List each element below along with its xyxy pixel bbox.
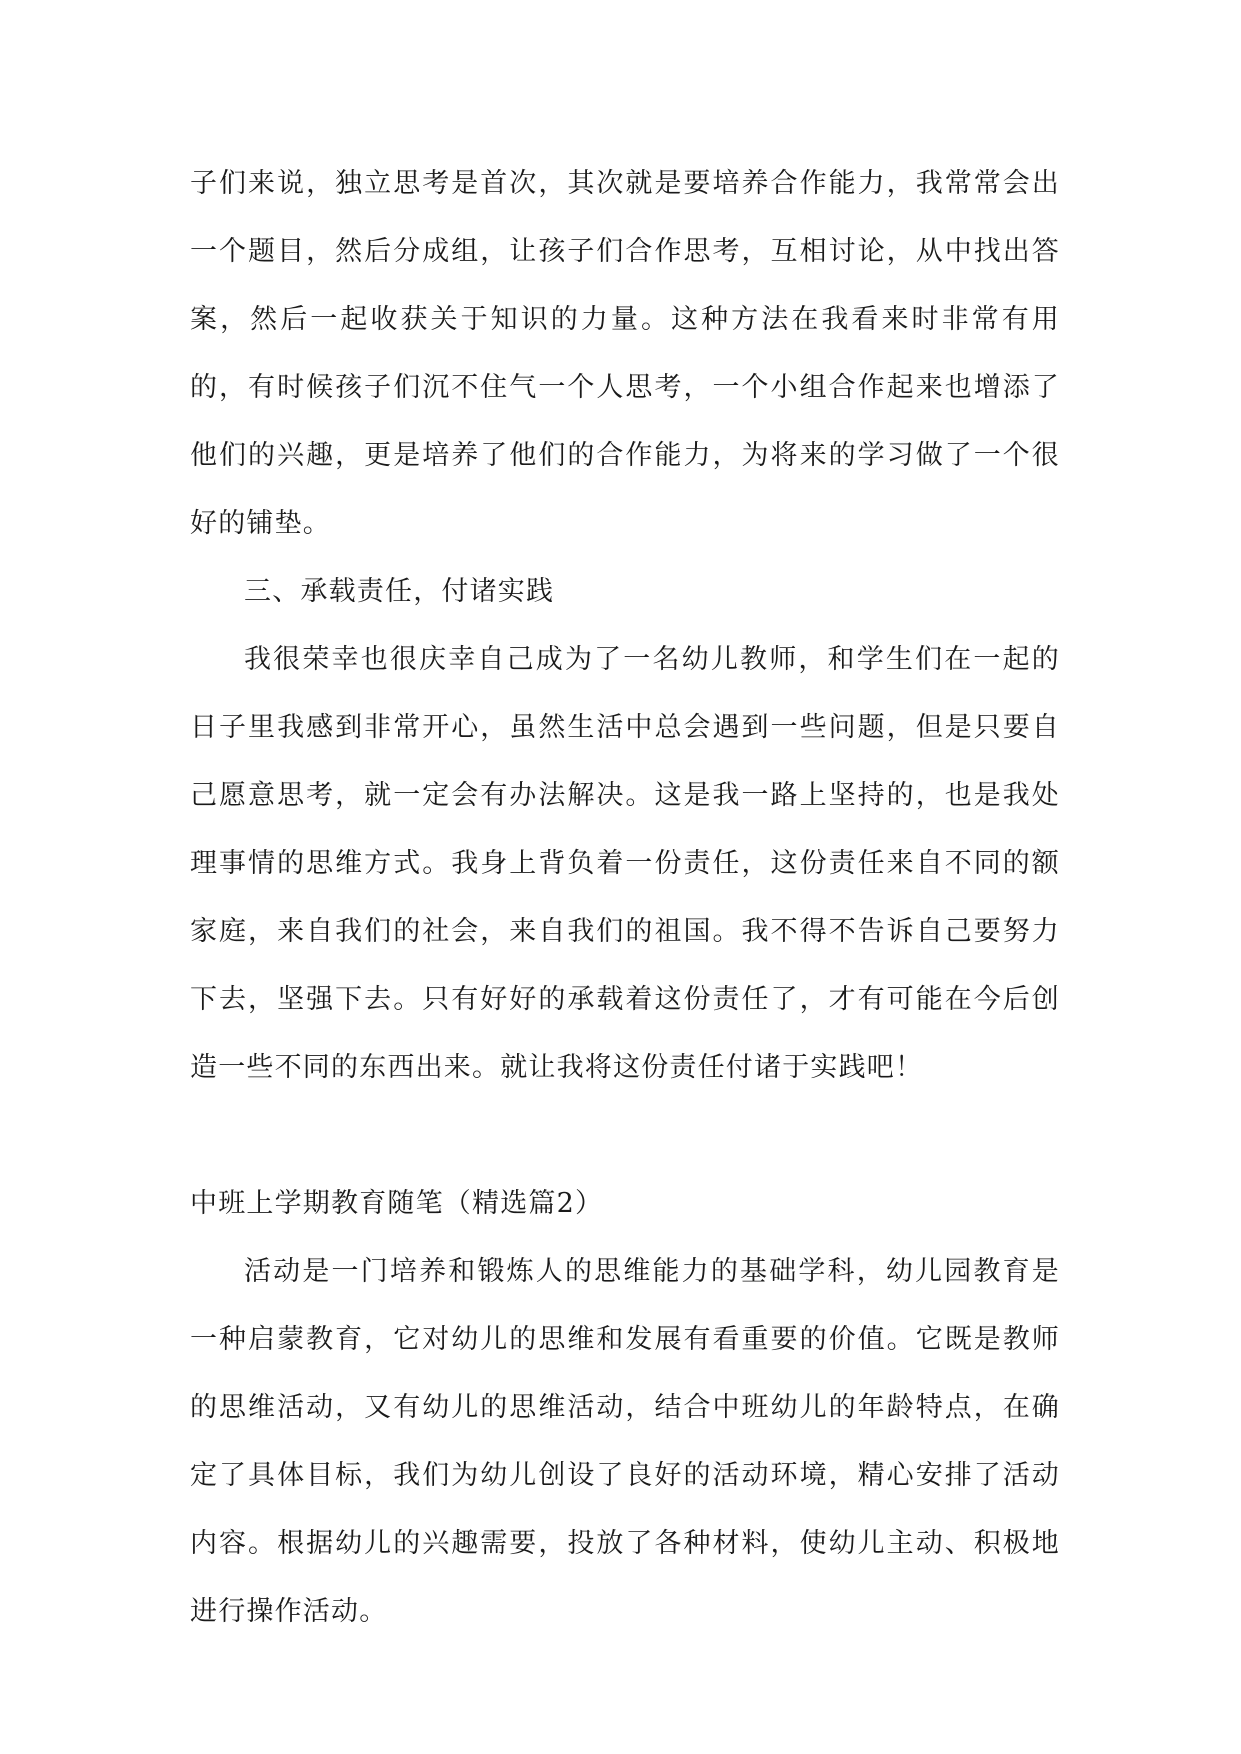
- section-heading: 三、承载责任，付诸实践: [244, 576, 555, 607]
- article-paragraph: 活动是一门培养和锻炼人的思维能力的基础学科，幼儿园教育是一种启蒙教育，它对幼儿的思维和发展有看重要的价值。它既是教师的思维活动，又有幼儿的思维活动，结合中班幼儿的年龄特点，在确定了具体目标，我们为幼儿创设了良好的活动环境，精心安排了活动内容。根据幼儿的兴趣需要，投放了各种材料，使幼儿主动、积极地进行操作活动。: [190, 1256, 1060, 1627]
- document-body: [190, 150, 1060, 1646]
- section-paragraph: 我很荣幸也很庆幸自己成为了一名幼儿教师，和学生们在一起的日子里我感到非常开心，虽然生活中总会遇到一些问题，但是只要自己愿意思考，就一定会有办法解决。这是我一路上坚持的，也是我处理事情的思维方式。我身上背负着一份责任，这份责任来自不同的额家庭，来自我们的社会，来自我们的祖国。我不得不告诉自己要努力下去，坚强下去。只有好好的承载着这份责任了，才有可能在今后创造一些不同的东西出来。就让我将这份责任付诸于实践吧！: [190, 644, 1060, 1083]
- article-title: 中班上学期教育随笔（精选篇2）: [190, 1188, 604, 1219]
- blank-line: [190, 1102, 1060, 1170]
- continued-paragraph: 子们来说，独立思考是首次，其次就是要培养合作能力，我常常会出一个题目，然后分成组，让孩子们合作思考，互相讨论，从中找出答案，然后一起收获关于知识的力量。这种方法在我看来时非常有用的，有时候孩子们沉不住气一个人思考，一个小组合作起来也增添了他们的兴趣，更是培养了他们的合作能力，为将来的学习做了一个很好的铺垫。: [190, 168, 1060, 539]
